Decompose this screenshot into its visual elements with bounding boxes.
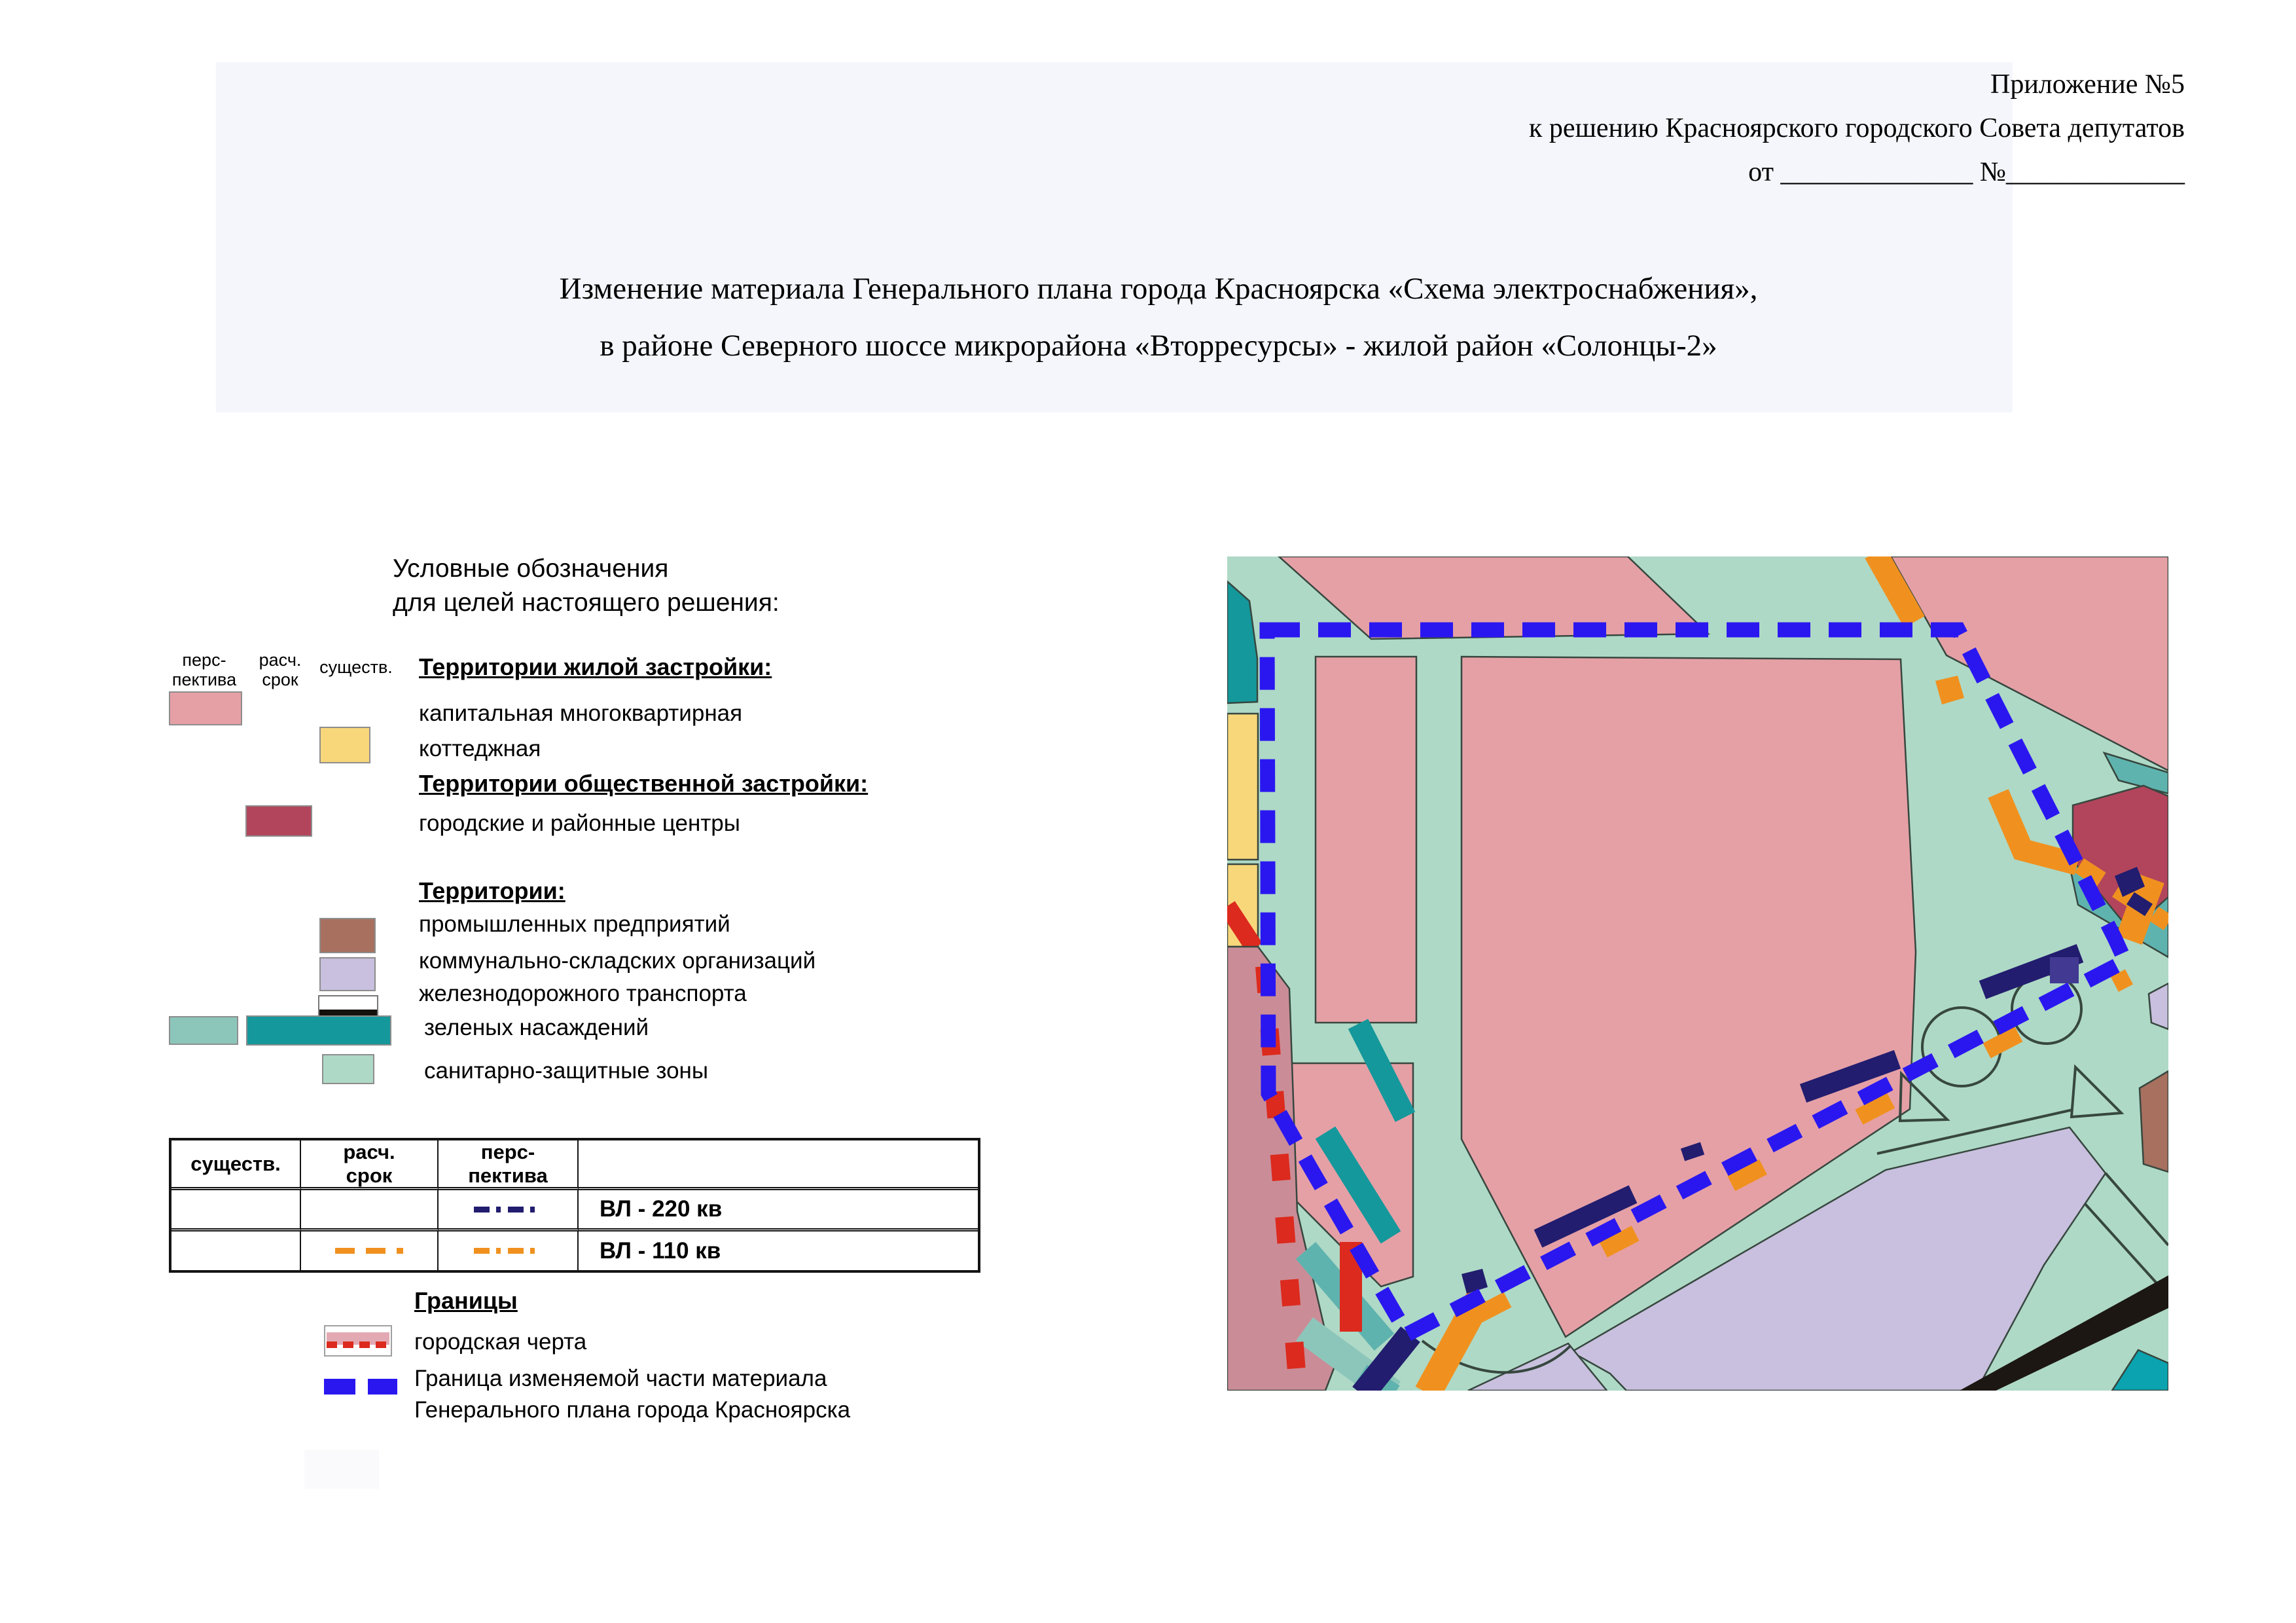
faint-empty-box bbox=[304, 1450, 379, 1489]
legend-header-line2: для целей настоящего решения: bbox=[393, 588, 780, 617]
cell-220-calc bbox=[301, 1190, 439, 1231]
swatch-green-small bbox=[169, 1016, 238, 1045]
column-label-perspective: перс- пектива bbox=[171, 650, 237, 690]
swatch-green-wide bbox=[246, 1015, 391, 1046]
borders-change-area-label: Граница изменяемой части материала Генерального плана города Красноярска bbox=[414, 1366, 851, 1423]
cell-220-existing bbox=[171, 1190, 301, 1231]
page-title-line1: Изменение материала Генерального плана города Красноярска «Схема электроснабжения», bbox=[559, 272, 1758, 306]
swatch-sanitary-mint bbox=[322, 1054, 374, 1084]
row-label-vl220: ВЛ - 220 кв bbox=[579, 1190, 978, 1231]
vl220-perspective-line-icon bbox=[474, 1207, 542, 1213]
section-title-residential: Территории жилой застройки: bbox=[419, 653, 772, 680]
row-label-vl110: ВЛ - 110 кв bbox=[600, 1237, 721, 1264]
appendix-date-line: от ______________ №_____________ bbox=[1748, 157, 2185, 188]
vl220-dash-right-edge bbox=[2130, 898, 2149, 910]
vl220-dash-small-mid bbox=[1683, 1148, 1702, 1155]
column-label-existing: существ. bbox=[319, 657, 393, 677]
swatch-city-limit bbox=[324, 1325, 392, 1357]
vl110-calc-line-icon bbox=[335, 1248, 403, 1254]
legend-item-city-centers: городские и районные центры bbox=[419, 811, 740, 836]
appendix-to: к решению Красноярского городского Совета депутатов bbox=[1529, 113, 2185, 144]
swatch-multistorey-pink bbox=[169, 691, 242, 725]
legend-item-industrial: промышленных предприятий bbox=[419, 911, 730, 937]
swatch-industrial-brown bbox=[319, 918, 376, 953]
general-plan-map bbox=[1227, 556, 2168, 1391]
cell-110-calc bbox=[301, 1231, 439, 1270]
table-header-empty bbox=[579, 1140, 978, 1190]
zone-industrial-brown-right bbox=[2140, 1071, 2168, 1172]
legend-item-green: зеленых насаждений bbox=[424, 1015, 649, 1040]
legend-item-warehouse: коммунально-складских организаций bbox=[419, 948, 816, 974]
swatch-change-boundary bbox=[324, 1379, 397, 1395]
cell-220-perspective bbox=[439, 1190, 579, 1231]
table-header-perspective: перс- пектива bbox=[439, 1140, 579, 1190]
swatch-cottage-yellow bbox=[319, 727, 370, 763]
cell-110-perspective bbox=[439, 1231, 579, 1270]
city-limit-red-dash-icon bbox=[327, 1341, 389, 1348]
power-lines-table bbox=[169, 1138, 980, 1273]
borders-city-limit-label: городская черта bbox=[414, 1329, 587, 1355]
swatch-city-centers-maroon bbox=[245, 805, 312, 837]
zone-residential-block-left-upper bbox=[1316, 657, 1416, 1023]
table-header-calc: расч. срок bbox=[301, 1140, 439, 1190]
column-label-calc-term: расч. срок bbox=[259, 650, 302, 690]
appendix-block bbox=[1072, 63, 2185, 195]
page-title bbox=[380, 261, 1937, 375]
legend-header bbox=[393, 552, 780, 620]
legend-item-multistorey: капитальная многоквартирная bbox=[419, 701, 743, 726]
borders-title: Границы bbox=[414, 1287, 518, 1314]
legend-item-railroad: железнодорожного транспорта bbox=[419, 981, 747, 1006]
legend-item-cottage: коттеджная bbox=[419, 736, 541, 761]
section-title-territories: Территории: bbox=[419, 877, 565, 904]
zone-cottage-yellow-upper bbox=[1227, 714, 1258, 860]
vl220-light-square bbox=[2050, 957, 2079, 983]
cell-110-existing bbox=[171, 1231, 301, 1270]
vl110-perspective-line-icon bbox=[474, 1248, 542, 1254]
section-title-public: Территории общественной застройки: bbox=[419, 770, 869, 797]
legend-item-sanitary: санитарно-защитные зоны bbox=[424, 1058, 709, 1084]
table-header-existing: существ. bbox=[171, 1140, 301, 1190]
page-title-line2: в районе Северного шоссе микрорайона «Вторресурсы» - жилой район «Солонцы-2» bbox=[600, 329, 1717, 363]
swatch-warehouse-lavender bbox=[319, 957, 376, 991]
legend-header-line1: Условные обозначения bbox=[393, 555, 669, 583]
appendix-label: Приложение №5 bbox=[1990, 69, 2185, 100]
